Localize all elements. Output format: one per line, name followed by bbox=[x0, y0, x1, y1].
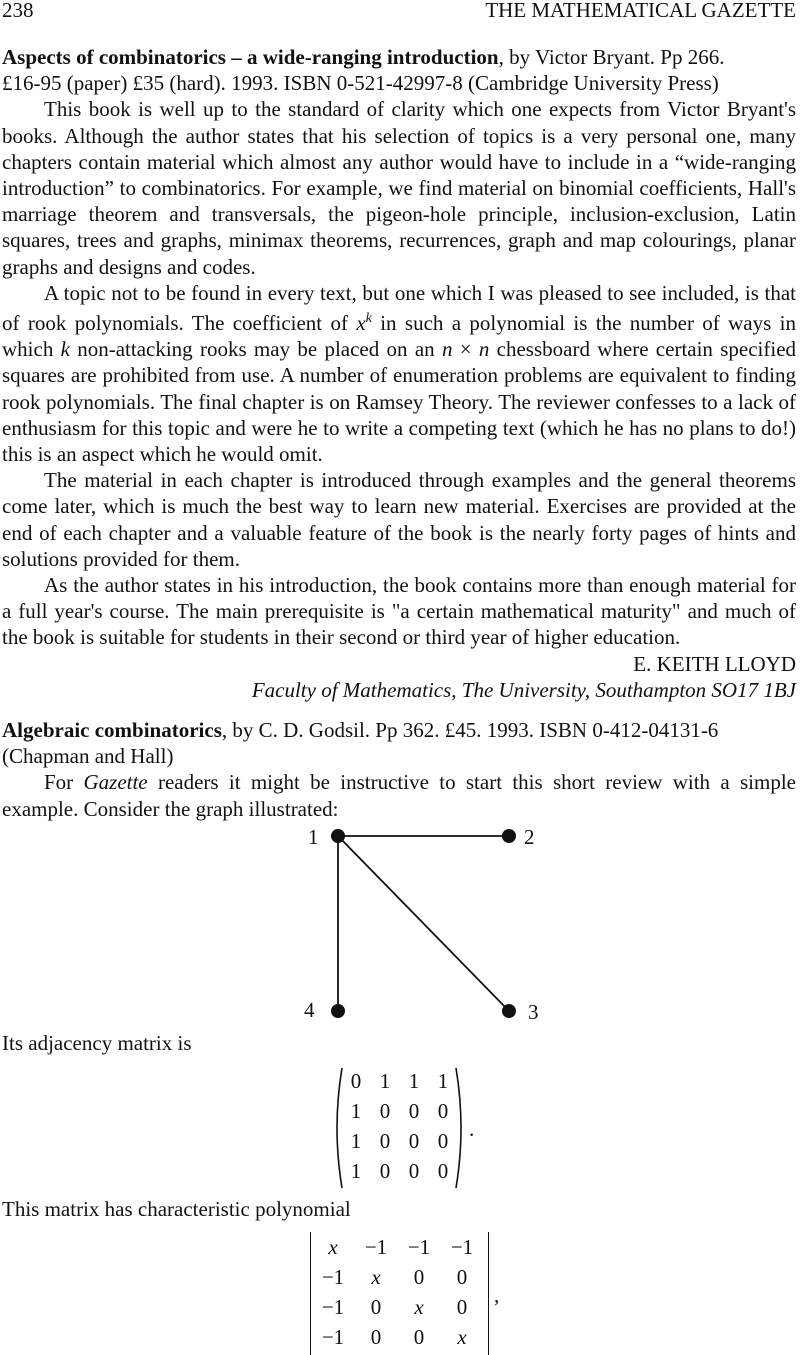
adjacency-cell-0-2: 1 bbox=[408, 1069, 420, 1093]
graph-vertex-4 bbox=[331, 1004, 345, 1018]
adjacency-cell-1-2: 0 bbox=[408, 1099, 420, 1123]
page-header bbox=[2, 0, 796, 23]
adjacency-cell-1-1: 0 bbox=[379, 1099, 391, 1123]
charpoly-intro: This matrix has characteristic polynomial bbox=[2, 1197, 351, 1221]
charpoly-cell-2-1: 0 bbox=[370, 1295, 382, 1319]
adjacency-cell-1-3: 0 bbox=[437, 1099, 449, 1123]
charpoly-cell-0-0: x bbox=[328, 1235, 338, 1259]
review-1-paragraph-3: The material in each chapter is introduced through examples and the general theorems come later, which is much the best way to learn new material. Exercises are provided at the end of each chapter and a valuable feature of the book is the nearly forty pages of hints and solutions provided for them. bbox=[2, 468, 796, 571]
adjacency-cell-1-0: 1 bbox=[350, 1099, 362, 1123]
review-1-citation-line2: £16-95 (paper) £35 (hard). 1993. ISBN 0-521-42997-8 (Cambridge University Press) bbox=[2, 71, 719, 96]
charpoly-trailing-punct: , bbox=[494, 1283, 500, 1307]
charpoly-cell-3-3: x bbox=[457, 1325, 467, 1349]
adjacency-cell-2-0: 1 bbox=[350, 1129, 362, 1153]
review-1-citation-rest: , by Victor Bryant. Pp 266. bbox=[498, 45, 725, 69]
review-2-book-title: Algebraic combinatorics bbox=[2, 718, 222, 742]
review-1-book-title: Aspects of combinatorics – a wide-ranging introduction bbox=[2, 45, 499, 69]
adjacency-intro: Its adjacency matrix is bbox=[2, 1031, 192, 1055]
review-1 bbox=[2, 44, 796, 703]
adjacency-cell-3-2: 0 bbox=[408, 1159, 420, 1183]
reviewer-name: E. KEITH LLOYD bbox=[633, 651, 796, 676]
charpoly-cell-2-3: 0 bbox=[456, 1295, 468, 1319]
review-1-paragraph-2: A topic not to be found in every text, but one which I was pleased to see included, is that of rook polynomials. The coefficient of $x^k$ in such a polynomial is the number of ways in which k non-attacking rooks may be placed on an n × n chessboard where certain specified squares are prohibited from use. A number of enumeration problems are equivalent to finding rook polynomials. The final chapter is on Ramsey Theory. The reviewer confesses to a lack of enthusiasm for this topic and were he to write a competing text (which he has no plans to do!) this is an aspect which he would omit. bbox=[2, 280, 797, 467]
adjacency-matrix bbox=[330, 1066, 480, 1190]
adjacency-cell-3-1: 0 bbox=[379, 1159, 391, 1183]
charpoly-cell-3-2: 0 bbox=[413, 1325, 425, 1349]
graph-vertex-label-4: 4 bbox=[304, 998, 315, 1022]
graph-figure bbox=[300, 818, 560, 1028]
graph-vertex-2 bbox=[502, 829, 516, 843]
adjacency-trailing-punct: . bbox=[469, 1117, 475, 1141]
charpoly-cell-1-2: 0 bbox=[413, 1265, 425, 1289]
characteristic-matrix bbox=[306, 1232, 506, 1355]
charpoly-cell-1-0: −1 bbox=[321, 1265, 345, 1289]
adjacency-cell-0-3: 1 bbox=[437, 1069, 449, 1093]
adjacency-cell-2-3: 0 bbox=[437, 1129, 449, 1153]
graph-edges bbox=[338, 836, 509, 1011]
charpoly-cell-0-3: −1 bbox=[450, 1235, 474, 1259]
page-number: 238 bbox=[2, 0, 34, 22]
adjacency-cell-3-3: 0 bbox=[437, 1159, 449, 1183]
review-1-paragraph-1: This book is well up to the standard of clarity which one expects from Victor Bryant's books. Although the author states that his selection of topics is a very personal one, many chapters contain material which almost any author would have to include in a “wide-ranging introduction” to combinatorics. For example, we find material on binomial coefficients, Hall's marriage theorem and transversals, the pigeon-hole principle, inclusion-exclusion, Latin squares, trees and graphs, minimax theorems, recurrences, graph and map colourings, planar graphs and designs and codes. bbox=[2, 97, 796, 279]
left-bar bbox=[310, 1232, 311, 1355]
charpoly-cell-3-0: −1 bbox=[321, 1325, 345, 1349]
charpoly-cell-1-3: 0 bbox=[456, 1265, 468, 1289]
gazette-word: Gazette bbox=[83, 770, 148, 795]
charpoly-cell-2-0: −1 bbox=[321, 1295, 345, 1319]
charpoly-cell-1-1: x bbox=[371, 1265, 381, 1289]
adjacency-cell-0-1: 1 bbox=[379, 1069, 391, 1093]
graph-vertices bbox=[304, 825, 539, 1024]
running-title: THE MATHEMATICAL GAZETTE bbox=[485, 0, 796, 22]
review-2-intro: For Gazette readers it might be instructive to start this short review with a simple example. Consider the graph illustrated: bbox=[2, 770, 796, 821]
review-2-publisher: (Chapman and Hall) bbox=[2, 744, 174, 769]
right-bar bbox=[488, 1232, 489, 1355]
adjacency-cell-0-0: 0 bbox=[350, 1069, 362, 1093]
graph-vertex-3 bbox=[502, 1004, 516, 1018]
graph-vertex-label-1: 1 bbox=[308, 825, 319, 849]
review-2-citation-rest: , by C. D. Godsil. Pp 362. £45. 1993. ISBN 0-412-04131-6 bbox=[221, 718, 719, 742]
reviewer-affiliation: Faculty of Mathematics, The University, Southampton SO17 1BJ bbox=[251, 677, 796, 702]
graph-vertex-1 bbox=[331, 829, 345, 843]
review-2-citation bbox=[2, 717, 796, 769]
adjacency-intro-block bbox=[2, 1030, 796, 1056]
review-2 bbox=[2, 717, 796, 822]
charpoly-cell-0-1: −1 bbox=[364, 1235, 388, 1259]
graph-edge-1-3 bbox=[338, 836, 509, 1011]
charpoly-cell-0-2: −1 bbox=[407, 1235, 431, 1259]
charpoly-cell-3-1: 0 bbox=[370, 1325, 382, 1349]
charpoly-intro-block bbox=[2, 1196, 796, 1222]
review-1-citation bbox=[2, 44, 796, 96]
adjacency-cell-3-0: 1 bbox=[350, 1159, 362, 1183]
review-1-paragraph-4: As the author states in his introduction, the book contains more than enough material for a full year's course. The main prerequisite is "a certain mathematical maturity" and much of the book is suitable for students in their second or third year of higher education. bbox=[2, 573, 796, 650]
graph-vertex-label-3: 3 bbox=[528, 1000, 539, 1024]
graph-vertex-label-2: 2 bbox=[524, 825, 535, 849]
adjacency-cell-2-2: 0 bbox=[408, 1129, 420, 1153]
adjacency-cell-2-1: 0 bbox=[379, 1129, 391, 1153]
charpoly-cell-2-2: x bbox=[414, 1295, 424, 1319]
